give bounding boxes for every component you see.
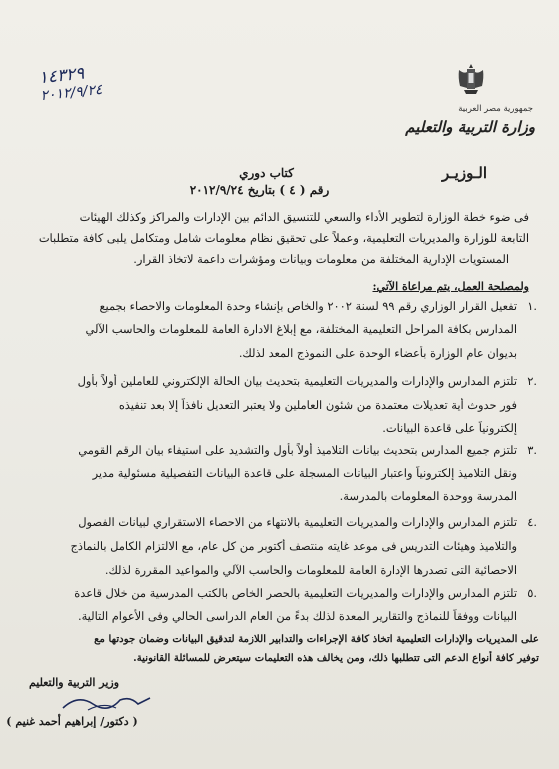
decree-number: رقم ( ٤ ) بتاريخ ٢٠١٢/٩/٢٤ — [189, 183, 330, 197]
item-2-line-3: إلكترونياً على قاعدة البيانات. — [382, 421, 517, 435]
handwritten-date: ٢٠١٢/٩/٢٤ — [39, 81, 104, 105]
handwritten-reference — [38, 56, 163, 118]
item-2-number: ٢. — [527, 374, 537, 388]
country-name: جمهورية مصر العربية — [458, 104, 533, 114]
item-2-line-2: فور حدوث أية تعديلات معتمدة من شئون العاملين ولا يعتبر التعديل نافذاً إلا بعد تنفيذه — [118, 398, 517, 412]
ministry-name: وزارة التربية والتعليم — [405, 118, 535, 136]
intro-line-2: التابعة للوزارة والمديريات التعليمية، وعملاً على تحقيق نظام معلومات شامل ومتكامل يلبى كافة متطلبات — [38, 231, 529, 245]
item-1-line-3: بديوان عام الوزارة بأعضاء الوحدة على النموذج المعد لذلك. — [238, 346, 517, 360]
item-5-line-1: تلتزم المدارس والإدارات والمديريات التعليمية بالحصر الخاص بالكتب المدرسية من خلال قاعدة — [74, 586, 517, 600]
item-1-line-1: تفعيل القرار الوزاري رقم ٩٩ لسنة ٢٠٠٢ والخاص بإنشاء وحدة المعلومات والاحصاء بجميع — [99, 299, 517, 313]
signature-title: وزير التربية والتعليم — [28, 676, 120, 689]
decree-title: كتاب دوري — [239, 166, 294, 180]
item-4-line-2: والتلاميذ وهيئات التدريس فى موعد غايته منتصف أكتوبر من كل عام، مع الالتزام الكامل بالنماذج — [70, 539, 517, 553]
closing-line-1: على المديريات والإدارات التعليمية اتخاذ كافة الإجراءات والتدابير اللازمة لتدقيق البيانات وضمان جودتها مع — [94, 633, 539, 645]
office-title: الـوزيـر — [442, 164, 487, 182]
closing-line-2: توفير كافة أنواع الدعم التى تتطلبها ذلك، ومن يخالف هذه التعليمات سيتعرض للمسائلة القانونية. — [133, 652, 539, 664]
item-1-number: ١. — [527, 299, 537, 313]
item-1-line-2: المدارس بكافة المراحل التعليمية المختلفة، مع إبلاغ الادارة العامة للمعلومات والحاسب الآلي — [85, 322, 517, 336]
item-4-line-1: تلتزم المدارس والإدارات والمديريات التعليمية بالانتهاء من الاحصاء الاستقراري لبيانات الفصول — [78, 515, 517, 529]
intro-line-1: فى ضوء خطة الوزارة لتطوير الأداء والسعي للتنسيق الدائم بين الإدارات والمراكز وكذلك الهيئات — [79, 210, 529, 224]
intro-heading: ولمصلحة العمل، يتم مراعاة الآتي: — [372, 280, 529, 293]
intro-line-3: المستويات الإدارية المختلفة من معلومات وبيانات ومؤشرات داعمة لاتخاذ القرار. — [133, 252, 509, 266]
item-3-line-3: المدرسة ووحدة المعلومات بالمدرسة. — [339, 489, 517, 503]
item-3-number: ٣. — [527, 443, 537, 457]
item-3-line-1: تلتزم جميع المدارس بتحديث بيانات التلاميذ أولاً بأول والتشديد على استيفاء بيان الرقم القومي — [78, 443, 517, 457]
item-5-line-2: البيانات ووفقاً للنماذج والتقارير المعدة لذلك بدءً من العام الدراسى الحالي وفى الأعوام التالية. — [77, 609, 517, 623]
item-3-line-2: ونقل التلاميذ إلكترونياً واعتبار البيانات المسجلة على قاعدة البيانات التفصيلية مسئولية مدير — [92, 466, 517, 480]
handwritten-signature — [58, 690, 158, 714]
handwritten-number: ١٤٣٢٩ — [37, 63, 86, 89]
item-5-number: ٥. — [527, 586, 537, 600]
item-4-line-3: الاحصائية التى تصدرها الإدارة العامة للمعلومات والحاسب الآلي والمواعيد المقررة لذلك. — [104, 563, 517, 577]
eagle-emblem-icon — [456, 62, 486, 96]
item-4-number: ٤. — [527, 515, 537, 529]
signature-name: ( دكتور/ إبراهيم أحمد غنيم ) — [6, 715, 138, 728]
item-2-line-1: تلتزم المدارس والإدارات والمديريات التعليمية بتحديث بيان الحالة الإلكتروني للعاملين أولاً بأول — [77, 374, 517, 388]
